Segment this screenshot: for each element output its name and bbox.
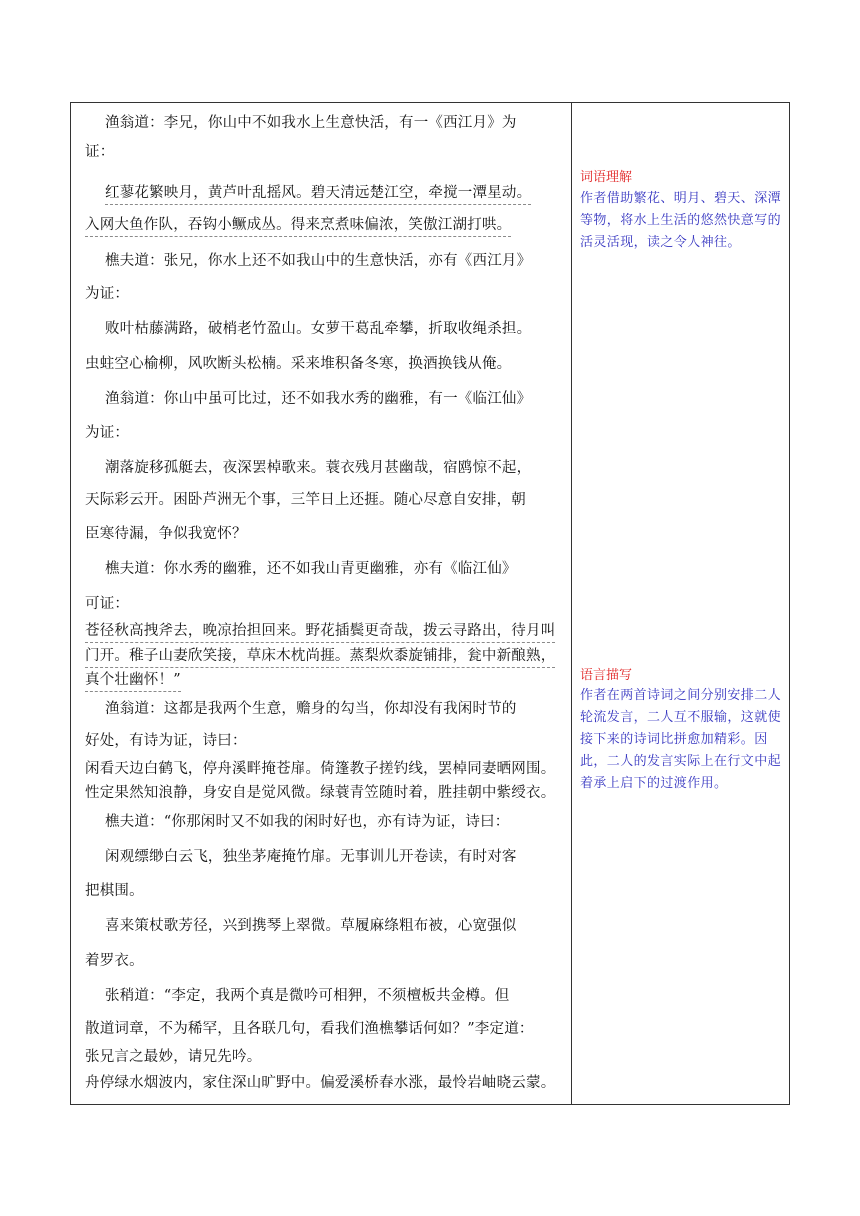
note-body-vocabulary: 作者借助繁花、明月、碧天、深潭等物，将水上生活的悠然快意写的活灵活现，读之令人神往。 <box>580 191 782 250</box>
poem-line: 喜来策杖歌芳径，兴到携琴上翠微。草履麻绦粗布被，心宽强似 <box>105 918 517 934</box>
poem-line: 把棋围。 <box>85 883 144 899</box>
poem-line: 臣寒待漏，争似我宽怀？ <box>85 526 247 542</box>
poem-line: 潮落旋移孤艇去，夜深罢棹歌来。蓑衣残月甚幽哉，宿鸥惊不起， <box>105 460 532 476</box>
poem-line: 闲观缥缈白云飞，独坐茅庵掩竹扉。无事训儿开卷读，有时对客 <box>105 849 517 865</box>
note-title-language: 语言描写 <box>580 668 633 683</box>
poem-line: 红蓼花繁映月，黄芦叶乱摇风。碧天清远楚江空，牵搅一潭星动。 <box>105 183 531 205</box>
text-line: 樵夫道：你水秀的幽雅，还不如我山青更幽雅，亦有《临江仙》 <box>105 561 517 577</box>
text-line: 渔翁道：李兄，你山中不如我水上生意快活，有一《西江月》为 <box>105 115 517 131</box>
content-table <box>70 102 790 1105</box>
annotation-cell <box>572 103 789 1104</box>
poem-line: 苍径秋高拽斧去，晚凉抬担回来。野花插鬓更奇哉，拨云寻路出，待月叫 <box>85 621 555 643</box>
poem-line: 败叶枯藤满路，破梢老竹盈山。女萝干葛乱牵攀，折取收绳杀担。 <box>105 321 532 337</box>
main-text-cell <box>71 103 571 1104</box>
text-line: 散道词章，不为稀罕，且各联几句，看我们渔樵攀话何如？”李定道： <box>85 1021 534 1037</box>
poem-line: 入网大鱼作队，吞钩小鳜成丛。得来烹煮味偏浓，笑傲江湖打哄。 <box>85 215 511 237</box>
poem-line: 舟停绿水烟波内，家住深山旷野中。偏爱溪桥春水涨，最怜岩岫晓云蒙。 <box>85 1075 556 1091</box>
text-line: 好处，有诗为证，诗曰： <box>85 733 247 749</box>
poem-line: 虫蛀空心榆柳，风吹断头松楠。采来堆积备冬寒，换酒换钱从俺。 <box>85 356 512 372</box>
text-line: 证： <box>85 144 115 160</box>
note-title-vocabulary: 词语理解 <box>580 170 633 185</box>
text-line: 可证： <box>85 596 130 612</box>
text-line: 樵夫道：张兄，你水上还不如我山中的生意快活，亦有《西江月》 <box>105 253 532 269</box>
poem-line: 门开。稚子山妻欣笑接，草床木枕尚捱。蒸梨炊黍旋铺排，瓮中新酿熟， <box>85 646 555 668</box>
text-line: 渔翁道：你山中虽可比过，还不如我水秀的幽雅，有一《临江仙》 <box>105 391 532 407</box>
poem-line: 着罗衣。 <box>85 953 144 969</box>
poem-line: 闲看天边白鹤飞，停舟溪畔掩苍扉。倚篷教子搓钓线，罢棹同妻晒网围。 <box>85 761 556 777</box>
poem-line: 真个壮幽怀！” <box>85 670 181 692</box>
note-body-language: 作者在两首诗词之间分别安排二人轮流发言，二人互不服输，这就使接下来的诗词比拼愈加精彩。因此，二人的发言实际上在行文中起着承上启下的过渡作用。 <box>580 688 782 791</box>
text-line: 张兄言之最妙，请兄先吟。 <box>85 1049 262 1065</box>
text-line: 渔翁道：这都是我两个生意，赡身的勾当，你却没有我闲时节的 <box>105 701 517 717</box>
poem-line: 性定果然知浪静，身安自是觉风微。绿蓑青笠随时着，胜挂朝中紫绶衣。 <box>85 785 556 801</box>
poem-line: 天际彩云开。困卧芦洲无个事，三竿日上还捱。随心尽意自安排，朝 <box>85 492 526 508</box>
text-line: 张稍道：“李定，我两个真是微吟可相狎，不须檀板共金樽。但 <box>105 988 510 1004</box>
text-line: 樵夫道：“你那闲时又不如我的闲时好也，亦有诗为证，诗曰： <box>105 814 510 830</box>
text-line: 为证： <box>85 286 130 302</box>
text-line: 为证： <box>85 425 130 441</box>
